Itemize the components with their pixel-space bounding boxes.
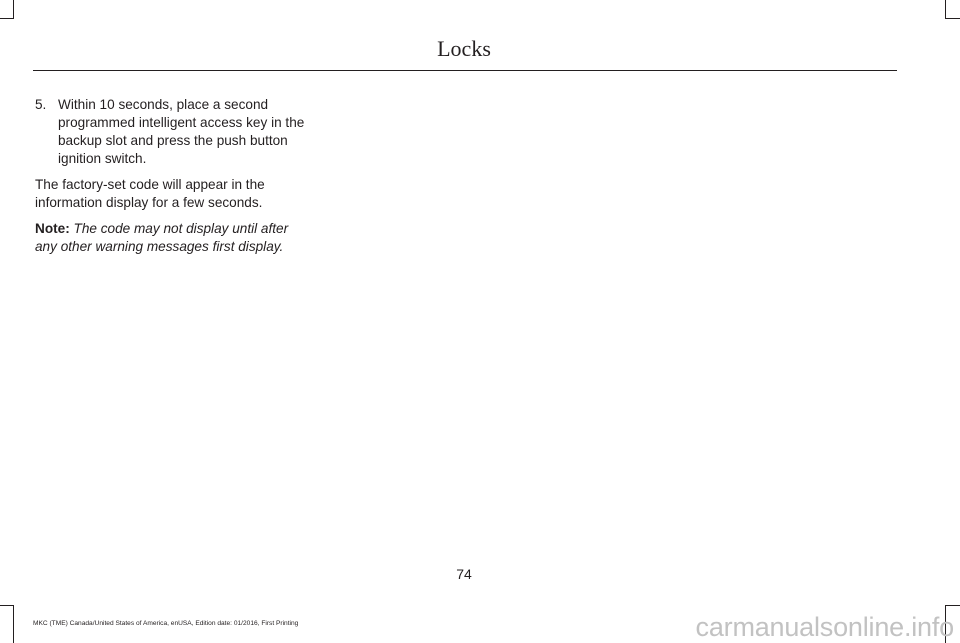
step-item xyxy=(35,96,307,168)
crop-mark-top-right-vertical xyxy=(945,0,946,18)
crop-mark-bottom-left-vertical xyxy=(13,605,14,643)
note-text: The code may not display until after any other warning messages first display. xyxy=(35,221,289,254)
step-number: 5. xyxy=(35,97,47,112)
page-number: 74 xyxy=(456,566,472,582)
crop-mark-top-left-horizontal xyxy=(0,18,14,19)
body-paragraph: The factory-set code will appear in the information display for a few seconds. xyxy=(35,177,265,210)
section-title: Locks xyxy=(437,36,491,61)
edition-footer: MKC (TME) Canada/United States of America, enUSA, Edition date: 01/2016, First Printing xyxy=(33,620,299,627)
page-content xyxy=(35,96,307,264)
crop-mark-bottom-left-horizontal xyxy=(0,605,14,606)
crop-mark-bottom-right-horizontal xyxy=(945,605,960,606)
header-rule xyxy=(33,70,897,71)
crop-mark-top-right-horizontal xyxy=(945,18,960,19)
watermark: carmanualsonline.info xyxy=(695,612,954,642)
step-text: Within 10 seconds, place a second programmed intelligent access key in the backup slot and press the push button ignition switch. xyxy=(58,97,305,166)
note xyxy=(35,220,307,256)
crop-mark-top-left-vertical xyxy=(13,0,14,18)
note-label: Note: xyxy=(35,221,70,236)
